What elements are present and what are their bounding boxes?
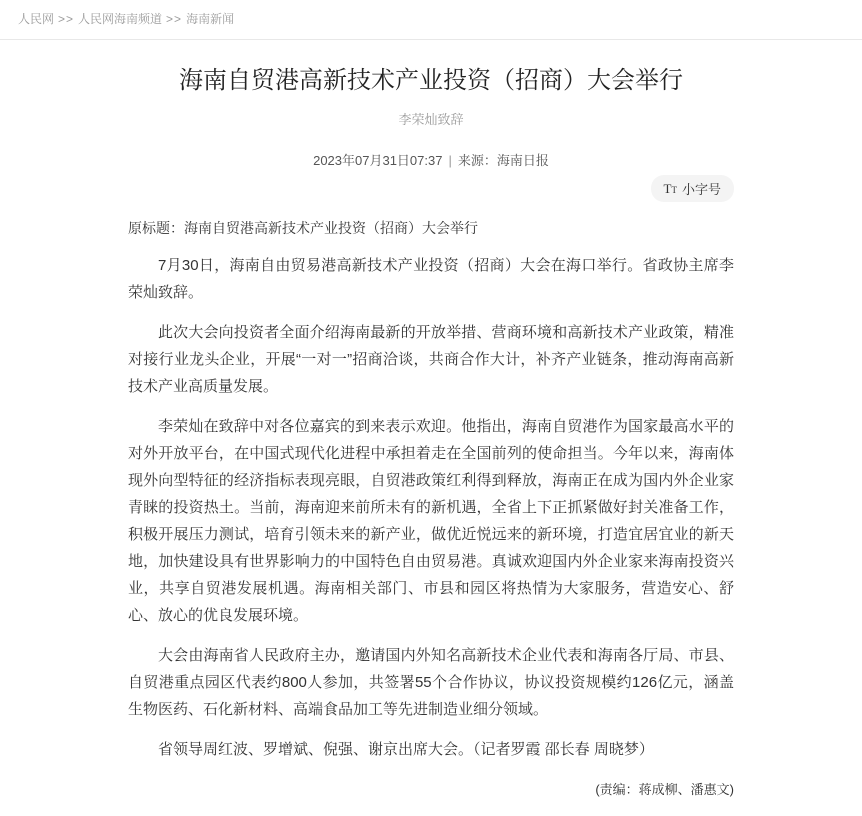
breadcrumb [0,0,862,40]
font-size-icon: T T [663,180,677,196]
font-size-button[interactable] [651,175,734,202]
article-meta [128,150,734,169]
article-paragraph: 7月30日，海南自由贸易港高新技术产业投资（招商）大会在海口举行。省政协主席李荣灿致辞。 [128,257,734,301]
breadcrumb-item-hainan-channel[interactable]: 人民网海南频道 [78,12,163,26]
meta-separator: | [448,153,452,168]
article-paragraph: 李荣灿在致辞中对各位嘉宾的到来表示欢迎。他指出，海南自贸港作为国家最高水平的对外开放平台，在中国式现代化进程中承担着走在全国前列的使命担当。今年以来，海南体现外向型特征的经济指标表现亮眼，自贸港政策红利得到释放，海南正在成为国内外企业家青睐的投资热土。当前，海南迎来前所未有的新机遇，全省上下正抓紧做好封关准备工作，积极开展压力测试，培育引领未来的新产业，做优近悦远来的新环境，打造宜居宜业的新天地，加快建设具有世界影响力的中国特色自由贸易港。真诚欢迎国内外企业家来海南投资兴业，共享自贸港发展机遇。海南相关部门、市县和园区将热情为大家服务，营造安心、舒心、放心的优良发展环境。 [128,418,734,624]
breadcrumb-separator: >> [58,12,75,26]
font-size-button-label: 小字号 [681,182,721,197]
source-label: 来源： [457,153,497,168]
article-title: 海南自贸港高新技术产业投资（招商）大会举行 [179,67,683,94]
article-subtitle: 李荣灿致辞 [398,112,464,127]
article-paragraph: 大会由海南省人民政府主办，邀请国内外知名高新技术企业代表和海南各厅局、市县、自贸港重点园区代表约800人参加，共签署55个合作协议，协议投资规模约126亿元，涵盖生物医药、石化新材料、高端食品加工等先进制造业细分领域。 [128,647,734,718]
original-title: 原标题：海南自贸港高新技术产业投资（招商）大会举行 [128,220,478,236]
breadcrumb-separator: >> [166,12,183,26]
breadcrumb-item-hainan-news[interactable]: 海南新闻 [186,12,235,26]
article-container [128,65,734,798]
article-paragraph: 此次大会向投资者全面介绍海南最新的开放举措、营商环境和高新技术产业政策，精准对接行业龙头企业，开展“一对一”招商洽谈，共商合作大计，补齐产业链条，推动海南高新技术产业高质量发展。 [128,324,734,395]
publish-date: 2023年07月31日07:37 [313,153,443,168]
editors-credit: (责编：蒋成柳、潘惠文) [595,782,734,797]
source-link[interactable]: 海南日报 [496,153,549,168]
article-toolbar [128,175,734,202]
breadcrumb-item-people-net[interactable]: 人民网 [18,12,55,26]
article-body [128,252,734,763]
article-paragraph: 省领导周红波、罗增斌、倪强、谢京出席大会。（记者罗霞 邵长春 周晓梦） [158,741,654,758]
